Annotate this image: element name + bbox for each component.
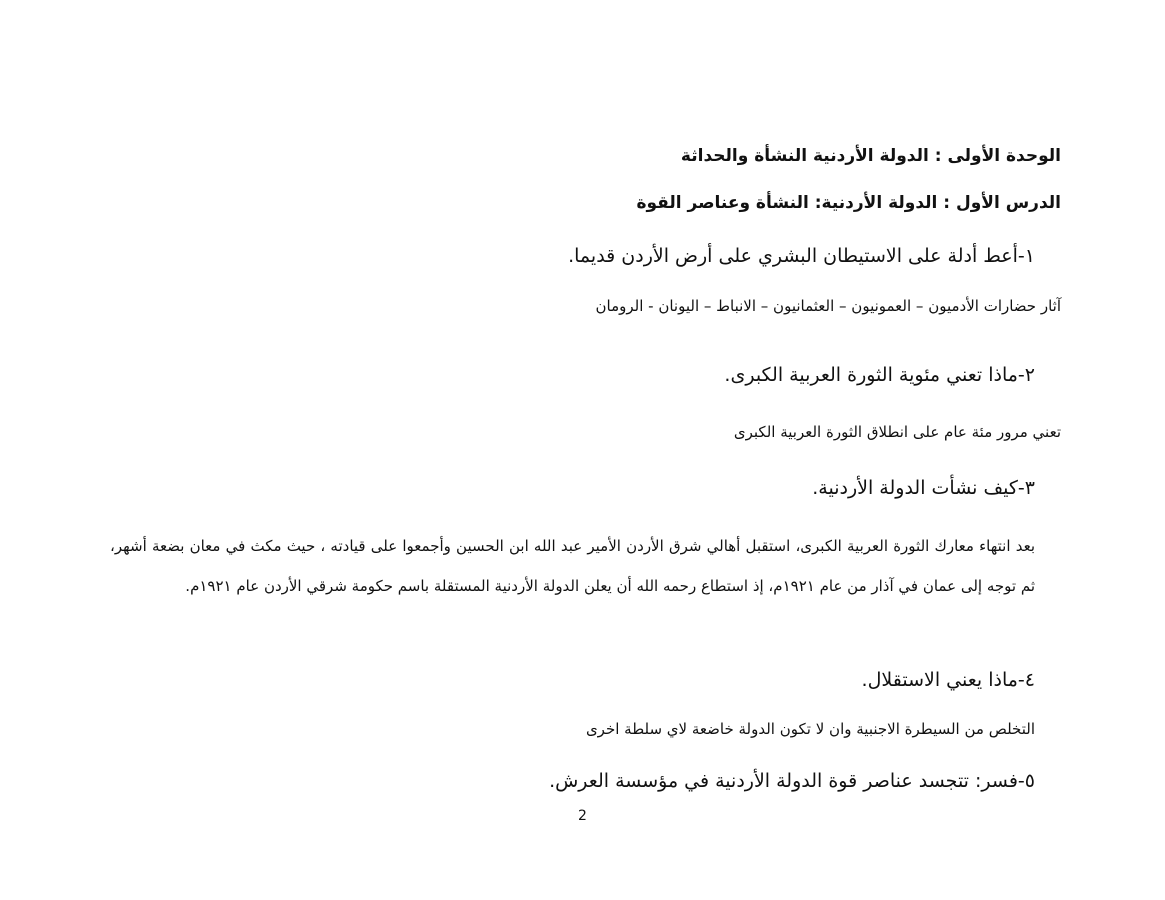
unit-title: الوحدة الأولى : الدولة الأردنية النشأة والحداثة <box>680 146 1061 166</box>
answer-2: تعني مرور مئة عام على انطلاق الثورة العربية الكبرى <box>733 423 1061 441</box>
page-number: 2 <box>578 808 587 824</box>
question-2: ٢-ماذا تعني مئوية الثورة العربية الكبرى. <box>724 364 1035 386</box>
answer-3: بعد انتهاء معارك الثورة العربية الكبرى، استقبل أهالي شرق الأردن الأمير عبد الله ابن الحسين وأجمعوا على قيادته ، حيث مكث في معان بضعة أشهر، ثم توجه إلى عمان في آذار من عام ١٩٢١م، إذ استطاع رحمه الله أن يعلن الدولة الأردنية المستقلة باسم حكومة شرقي الأردن عام ١٩٢١م. <box>110 537 1035 595</box>
answer-4: التخلص من السيطرة الاجنبية وان لا تكون الدولة خاضعة لاي سلطة اخرى <box>585 720 1035 738</box>
question-5: ٥-فسر: تتجسد عناصر قوة الدولة الأردنية في مؤسسة العرش. <box>549 770 1035 792</box>
question-3: ٣-كيف نشأت الدولة الأردنية. <box>812 477 1035 499</box>
answer-1: آثار حضارات الأدميون – العمونيون – العثمانيون – الانباط – اليونان - الرومان <box>595 297 1061 315</box>
lesson-title: الدرس الأول : الدولة الأردنية: النشأة وعناصر القوة <box>636 193 1061 213</box>
question-4: ٤-ماذا يعني الاستقلال. <box>861 669 1035 691</box>
question-1: ١-أعط أدلة على الاستيطان البشري على أرض الأردن قديما. <box>568 245 1035 267</box>
